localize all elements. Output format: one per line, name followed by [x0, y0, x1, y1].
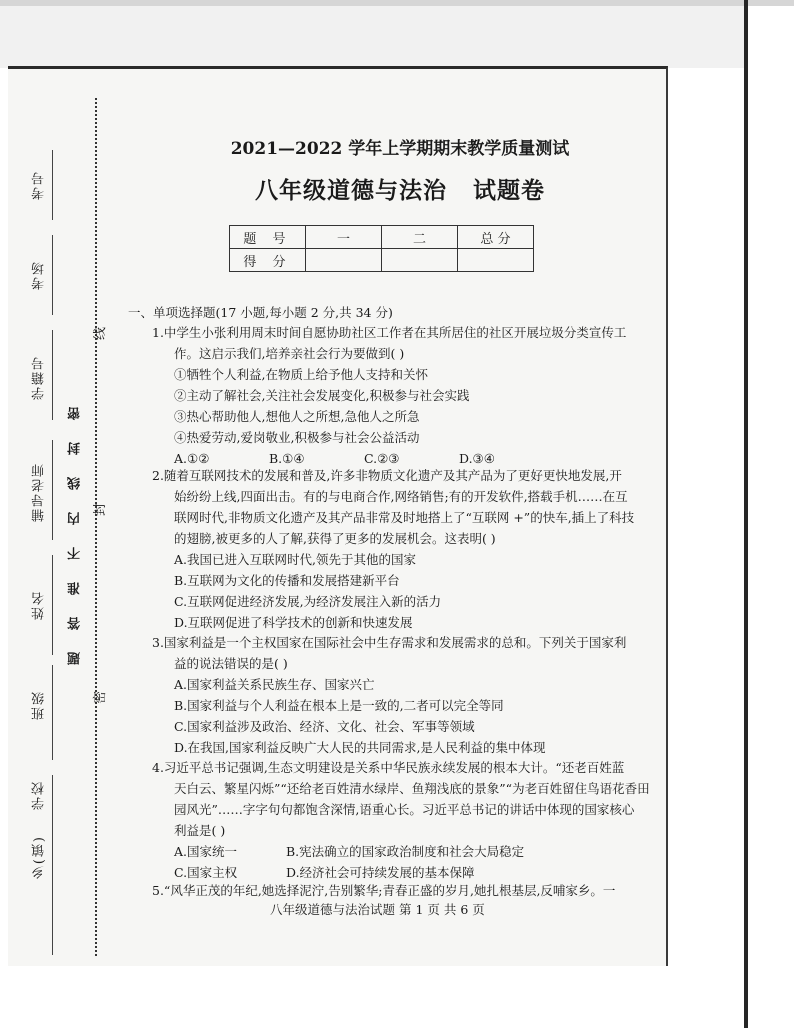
section-heading: 一、单项选择题(17 小题,每小题 2 分,共 34 分): [128, 305, 393, 320]
q1-choice-c: C.②③: [364, 451, 400, 466]
field-exam-room-line: [52, 235, 53, 315]
q4-choice-a: A.国家统一: [174, 844, 238, 859]
field-tutor-line: [52, 440, 53, 540]
q1-stem-line: 作。这启示我们,培养亲社会行为要做到( ): [174, 346, 405, 361]
q2-stem-line: 始纷纷上线,四面出击。有的与电商合作,网络销售;有的开发软件,搭载手机……在互: [174, 489, 628, 504]
field-township: 乡(镇): [32, 835, 47, 880]
field-name: 姓名: [32, 590, 47, 620]
score-cell: [382, 249, 458, 272]
q4-stem-line: 天白云、繁星闪烁”“还给老百姓清水绿岸、鱼翔浅底的景象”“为老百姓留住鸟语花香田: [174, 781, 650, 796]
q4-choice-b: B.宪法确立的国家政治制度和社会大局稳定: [286, 844, 525, 859]
q4-choices-row-1: [152, 841, 650, 862]
exam-header-title: 2021—2022 学年上学期期末教学质量测试: [230, 139, 570, 159]
score-cell: [306, 249, 382, 272]
binding-dotted-line: [95, 98, 97, 956]
field-name-line: [52, 555, 53, 655]
field-student-id-line: [52, 330, 53, 420]
question-3: [152, 632, 626, 758]
q1-item: ③热心帮助他人,想他人之所想,急他人之所急: [174, 409, 420, 424]
q1-choice-a: A.①②: [174, 451, 210, 466]
q5-stem-line: 5.“风华正茂的年纪,她选择泥泞,告别繁华;青春正盛的岁月,她扎根基层,反哺家乡。一: [152, 883, 616, 898]
field-class-line: [52, 665, 53, 760]
scan-background: [0, 0, 748, 68]
q2-option-d: D.互联网促进了科学技术的创新和快速发展: [174, 615, 413, 630]
q1-choice-b: B.①④: [269, 451, 305, 466]
q1-item: ④热爱劳动,爱岗敬业,积极参与社会公益活动: [174, 430, 420, 445]
q2-option-b: B.互联网为文化的传播和发展搭建新平台: [174, 573, 400, 588]
q3-option-a: A.国家利益关系民族生存、国家兴亡: [174, 677, 375, 692]
field-exam-number: 考号: [32, 170, 47, 200]
field-class: 班级: [32, 690, 47, 720]
q3-option-d: D.在我国,国家利益反映广大人民的共同需求,是人民利益的集中体现: [174, 740, 546, 755]
seal-char-secret: 密: [93, 690, 109, 705]
question-1: [152, 322, 626, 469]
scan-bottom: [8, 966, 748, 1028]
field-school-line: [52, 775, 53, 955]
field-exam-room: 考场: [32, 260, 47, 290]
question-4: [152, 757, 650, 883]
q1-choice-d: D.③④: [459, 451, 495, 466]
score-table-col-2: 二: [382, 226, 458, 249]
q1-item: ①牺牲个人利益,在物质上给予他人支持和关怀: [174, 367, 428, 382]
q2-stem-line: 联网时代,非物质文化遗产及其产品非常及时地搭上了“互联网 +”的快车,插上了科技: [174, 510, 635, 525]
q4-choice-c: C.国家主权: [174, 865, 238, 880]
q4-choice-d: D.经济社会可持续发展的基本保障: [286, 865, 475, 880]
score-table-score-label: 得 分: [230, 249, 306, 272]
q3-option-b: B.国家利益与个人利益在根本上是一致的,二者可以完全等同: [174, 698, 504, 713]
seal-notice: 题答准不内线封密: [68, 385, 83, 665]
q1-stem-line: 1.中学生小张利用周末时间自愿协助社区工作者在其所居住的社区开展垃圾分类宣传工: [152, 325, 627, 340]
question-5: [152, 880, 615, 901]
score-table: [229, 225, 534, 272]
q4-stem-line: 4.习近平总书记强调,生态文明建设是关系中华民族永续发展的根本大计。“还老百姓蓝: [152, 760, 625, 775]
page-footer: 八年级道德与法治试题 第 1 页 共 6 页: [270, 902, 485, 917]
q2-stem-line: 的翅膀,被更多的人了解,获得了更多的发展机会。这表明( ): [174, 531, 496, 546]
field-student-id: 学籍号: [32, 355, 47, 400]
score-table-col-total: 总 分: [458, 226, 534, 249]
q3-stem-line: 3.国家利益是一个主权国家在国际社会中生存需求和发展需求的总和。下列关于国家利: [152, 635, 627, 650]
field-school: 学校: [32, 780, 47, 810]
q1-item: ②主动了解社会,关注社会发展变化,积极参与社会实践: [174, 388, 470, 403]
q4-stem-line: 利益是( ): [174, 823, 226, 838]
exam-subject: 八年级道德与法治: [255, 177, 447, 204]
score-table-header-label: 题 号: [230, 226, 306, 249]
exam-paper-type: 试题卷: [473, 177, 545, 204]
q2-option-a: A.我国已进入互联网时代,领先于其他的国家: [174, 552, 416, 567]
q3-stem-line: 益的说法错误的是( ): [174, 656, 288, 671]
seal-char-seal: 封: [93, 502, 109, 517]
q2-stem-line: 2.随着互联网技术的发展和普及,许多非物质文化遗产及其产品为了更好更快地发展,开: [152, 468, 622, 483]
field-tutor: 辅导老师: [32, 462, 47, 522]
q3-option-c: C.国家利益涉及政治、经济、文化、社会、军事等领域: [174, 719, 475, 734]
score-cell: [458, 249, 534, 272]
question-2: [152, 465, 634, 633]
field-exam-number-line: [52, 150, 53, 220]
q2-option-c: C.互联网促进经济发展,为经济发展注入新的活力: [174, 594, 442, 609]
exam-paper-title: [150, 172, 650, 205]
scan-right-edge: [744, 0, 748, 1028]
score-table-col-1: 一: [306, 226, 382, 249]
scan-edge-shadow: [0, 0, 794, 6]
seal-char-line: 线: [93, 326, 109, 341]
q4-stem-line: 园风光”……字字句句都饱含深情,语重心长。习近平总书记的讲话中体现的国家核心: [174, 802, 635, 817]
